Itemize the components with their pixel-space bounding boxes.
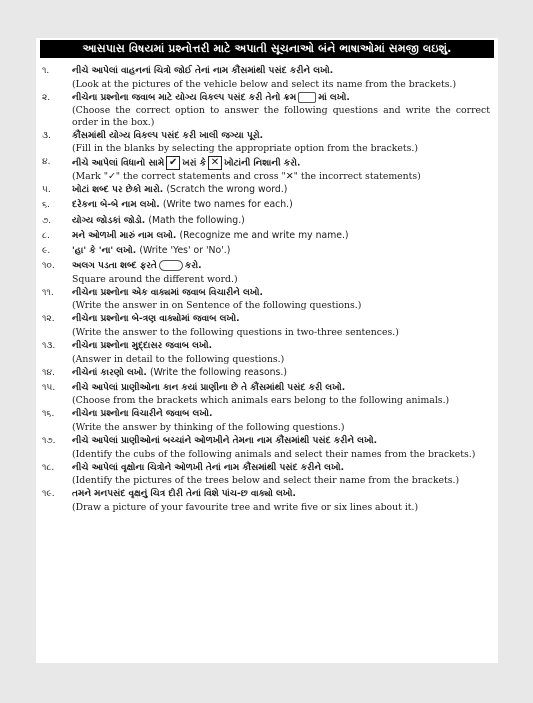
english-text: (Answer in detail to the following questions.) <box>72 353 285 365</box>
list-item <box>36 65 498 90</box>
english-text: (Identify the pictures of the trees below and select their name from the brackets.) <box>72 475 460 487</box>
english-text: (Write the answer by thinking of the following questions.) <box>72 421 345 433</box>
list-item <box>36 367 498 381</box>
gujarati-text <box>72 367 490 381</box>
english-text: (Look at the pictures of the vehicle below and select its name from the brackets.) <box>72 78 457 90</box>
english-text: (Choose from the brackets which animals ears belong to the following animals.) <box>72 395 450 407</box>
english-text: (Write the following reasons.) <box>149 366 287 378</box>
item-number: ૫. <box>42 185 51 196</box>
english-text: (Mark "✓" the correct statements and cross "✕" the incorrect statements) <box>72 171 421 183</box>
item-number: ૧૯. <box>42 489 55 500</box>
english-text: (Write 'Yes' or 'No'.) <box>139 245 231 257</box>
list-item <box>36 313 498 338</box>
gujarati-text <box>72 92 490 106</box>
item-number: ૬. <box>42 200 50 211</box>
gujarati-text <box>72 199 490 213</box>
gujarati-text <box>72 260 490 274</box>
list-item <box>36 92 498 128</box>
gujarati-text: તમને મનપસંદ વૃક્ષનું ચિત્ર દોરી તેનાં વિશે પાંચ-છ વાક્યો લખો. <box>72 489 296 500</box>
english-text: (Recognize me and write my name.) <box>179 229 349 241</box>
page-title: આસપાસ વિષયમાં પ્રશ્નોત્તરી માટે અપાતી સૂચનાઓ બંને ભાષાઓમાં સમજી લઇશું. <box>40 40 494 58</box>
item-number: ૧૦. <box>42 261 55 272</box>
list-item <box>36 215 498 229</box>
gujarati-text: નીચેના પ્રશ્નોના બે-ત્રણ વાક્યોમાં જવાબ લખો. <box>72 314 240 325</box>
gujarati-text-part: મને ઓળખી મારું નામ લખો. <box>72 230 177 241</box>
gujarati-text: નીચે આપેલાં વૃક્ષોના ચિત્રોને ઓળખી તેનાં નામ કૌંસમાંથી પસંદ કરીને લખો. <box>72 462 345 473</box>
oval-box-icon <box>159 260 183 271</box>
gujarati-text-part: અલગ પડતા શબ્દ ફરતે <box>72 261 157 272</box>
list-item <box>36 340 498 365</box>
english-text: (Math the following.) <box>148 214 245 226</box>
item-number: ૧. <box>42 66 50 76</box>
gujarati-text: નીચે આપેલાં પ્રાણીઓના કાન કયાં પ્રાણીના છે તે કૌંસમાંથી પસંદ કરી લખો. <box>72 382 346 393</box>
item-number: ૧૬. <box>42 409 55 420</box>
gujarati-text: નીચેના પ્રશ્નોના એક વાક્યમાં જવાબ વિચારીને લખો. <box>72 287 263 298</box>
tick-box-icon: ✔ <box>166 156 180 170</box>
english-text: (Scratch the wrong word.) <box>166 184 288 196</box>
gujarati-text: કૌંસમાંથી યોગ્ય વિકલ્પ પસંદ કરી ખાલી જગ્યા પૂરો. <box>72 130 264 141</box>
item-number: ૩. <box>42 130 51 141</box>
gujarati-text-part: 'હા' કે 'ના' લખો. <box>72 246 137 257</box>
list-item <box>36 184 498 198</box>
gujarati-text: નીચેના પ્રશ્નોના મુદ્દાસર જવાબ લખો. <box>72 341 213 351</box>
english-text: Square around the different word.) <box>72 273 238 285</box>
english-text: (Choose the correct option to answer the following questions and write the correct order in the box.) <box>72 105 490 128</box>
english-text: (Draw a picture of your favourite tree and write five or six lines about it.) <box>72 501 419 513</box>
gujarati-text <box>72 215 490 229</box>
gujarati-text-part: નીચેના પ્રશ્નોના જવાબ માટે યોગ્ય વિકલ્પ પસંદ કરી તેનો ક્રમ <box>72 92 297 103</box>
gujarati-text-part: ખરાં કે <box>182 158 206 169</box>
gujarati-text-part: નીચે આપેલાં વિધાનો સામે <box>72 158 165 169</box>
gujarati-text-part: નીચેનાં કારણો લખો. <box>72 367 147 378</box>
english-text: (Fill in the blanks by selecting the appropriate option from the brackets.) <box>72 143 418 155</box>
list-item <box>36 287 498 312</box>
gujarati-text <box>72 230 490 244</box>
gujarati-text-part: કરો. <box>184 261 202 272</box>
item-number: ૧૮. <box>42 462 55 473</box>
gujarati-text-part: ખોટાંની નિશાની કરો. <box>223 158 301 169</box>
list-item <box>36 245 498 259</box>
item-number: ૯. <box>42 246 51 257</box>
list-item <box>36 230 498 244</box>
list-item <box>36 462 498 487</box>
english-text: (Identify the cubs of the following animals and select their names from the brackets.) <box>72 448 476 460</box>
list-item <box>36 156 498 183</box>
gujarati-text-part: દરેકના બે-બે નામ લખો. <box>72 200 160 211</box>
item-number: ૭. <box>42 215 52 226</box>
list-item <box>36 130 498 155</box>
item-number: ૪. <box>42 157 51 168</box>
item-number: ૧૪. <box>42 367 55 378</box>
gujarati-text <box>72 245 490 259</box>
list-item <box>36 199 498 213</box>
document-page <box>36 38 498 663</box>
gujarati-text: નીચે આપેલાં વાહનનાં ચિત્રો જોઈ તેનાં નામ કૌંસમાંથી પસંદ કરીને લખો. <box>72 66 334 76</box>
instruction-list <box>36 65 498 513</box>
english-text: (Write the answer to the following questions in two-three sentences.) <box>72 327 399 338</box>
english-text: (Write two names for each.) <box>162 199 293 211</box>
answer-box-icon <box>298 92 316 103</box>
item-number: ૧૨. <box>42 314 55 325</box>
cross-box-icon: ✕ <box>208 156 222 170</box>
item-number: ૧૭. <box>42 435 56 446</box>
item-number: ૧૩. <box>42 341 56 351</box>
english-text: (Write the answer in on Sentence of the following questions.) <box>72 300 362 312</box>
gujarati-text <box>72 184 490 198</box>
list-item <box>36 408 498 433</box>
item-number: ૧૫. <box>42 382 56 393</box>
item-number: ૧૧. <box>42 287 54 298</box>
gujarati-text-part: માં લખો. <box>318 92 350 103</box>
gujarati-text-part: યોગ્ય જોડકાં જોડો. <box>72 215 146 226</box>
gujarati-text-part: ખોટાં શબ્દ પર છેકો મારો. <box>72 185 164 196</box>
item-number: ૮. <box>42 230 50 241</box>
gujarati-text <box>72 156 490 171</box>
list-item <box>36 435 498 460</box>
gujarati-text: નીચેના પ્રશ્નોના વિચારીને જવાબ લખો. <box>72 409 213 420</box>
list-item <box>36 382 498 407</box>
item-number: ૨. <box>42 92 51 103</box>
list-item <box>36 260 498 285</box>
list-item <box>36 488 498 513</box>
gujarati-text: નીચે આપેલાં પ્રાણીઓનાં બચ્ચાંને ઓળખીને તેમના નામ કૌંસમાંથી પસંદ કરીને લખો. <box>72 435 378 446</box>
